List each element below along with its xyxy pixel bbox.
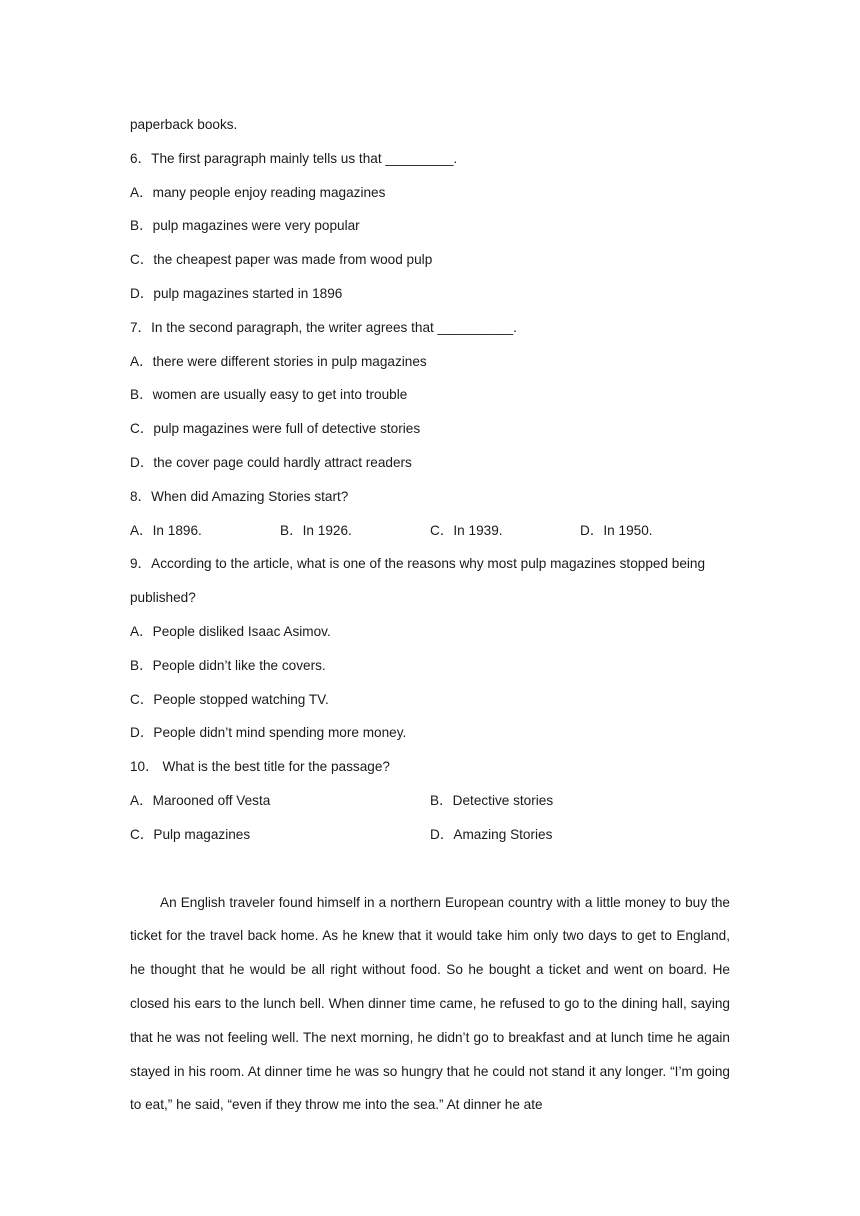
question-8-option-c: C．In 1939.	[430, 522, 503, 538]
question-10-option-d: D．Amazing Stories	[430, 826, 553, 842]
question-6-option-c: C．the cheapest paper was made from wood pulp	[130, 252, 433, 268]
question-9-option-c: C．People stopped watching TV.	[130, 691, 329, 707]
question-6-stem: 6．The first paragraph mainly tells us that _________.	[130, 150, 458, 166]
question-6-option-b: B．pulp magazines were very popular	[130, 218, 360, 234]
question-6-option-a: A．many people enjoy reading magazines	[130, 184, 386, 200]
question-8-option-b: B．In 1926.	[280, 522, 352, 538]
question-9-option-a: A．People disliked Isaac Asimov.	[130, 623, 331, 639]
question-7-option-b: B．women are usually easy to get into trouble	[130, 387, 408, 403]
question-10-options-row2	[130, 818, 730, 852]
question-9-stem-line1: 9．According to the article, what is one of the reasons why most pulp magazines stopped being	[130, 556, 706, 572]
question-7-option-d: D．the cover page could hardly attract readers	[130, 454, 412, 470]
question-8-option-d: D．In 1950.	[580, 522, 653, 538]
question-7-stem: 7．In the second paragraph, the writer agrees that __________.	[130, 319, 517, 335]
question-7-option-c: C．pulp magazines were full of detective stories	[130, 421, 421, 437]
question-10-option-b: B．Detective stories	[430, 792, 554, 808]
question-9-option-d: D．People didn’t mind spending more money.	[130, 725, 407, 741]
section-gap	[130, 852, 730, 886]
question-10-options-row1	[130, 784, 730, 818]
question-10-option-c: C．Pulp magazines	[130, 826, 251, 842]
question-10-option-a: A．Marooned off Vesta	[130, 792, 271, 808]
question-7-option-a: A．there were different stories in pulp magazines	[130, 353, 427, 369]
reading-passage: An English traveler found himself in a northern European country with a little money to buy the ticket for the travel back home. As he knew that it would take him only two days to get to England, he thought that he would be all right without food. So he bought a ticket and went on board. He closed his ears to the lunch bell. When dinner time came, he refused to go to the dining hall, saying that he was not feeling well. The next morning, he didn’t go to breakfast and at lunch time he again stayed in his room. At dinner time he was so hungry that he could not stand it any longer. “I’m going to eat,” he said, “even if they throw me into the sea.” At dinner he ate	[130, 894, 730, 1113]
question-10-stem: 10． What is the best title for the passage?	[130, 759, 390, 775]
question-8-option-a: A．In 1896.	[130, 522, 202, 538]
question-9-stem-line2: published?	[130, 590, 196, 606]
question-6-option-d: D．pulp magazines started in 1896	[130, 285, 343, 301]
question-8-stem: 8．When did Amazing Stories start?	[130, 488, 349, 504]
intro-tail-text: paperback books.	[130, 117, 238, 132]
document-page	[130, 108, 730, 1122]
question-8-options	[130, 514, 730, 548]
question-9-option-b: B．People didn’t like the covers.	[130, 657, 326, 673]
